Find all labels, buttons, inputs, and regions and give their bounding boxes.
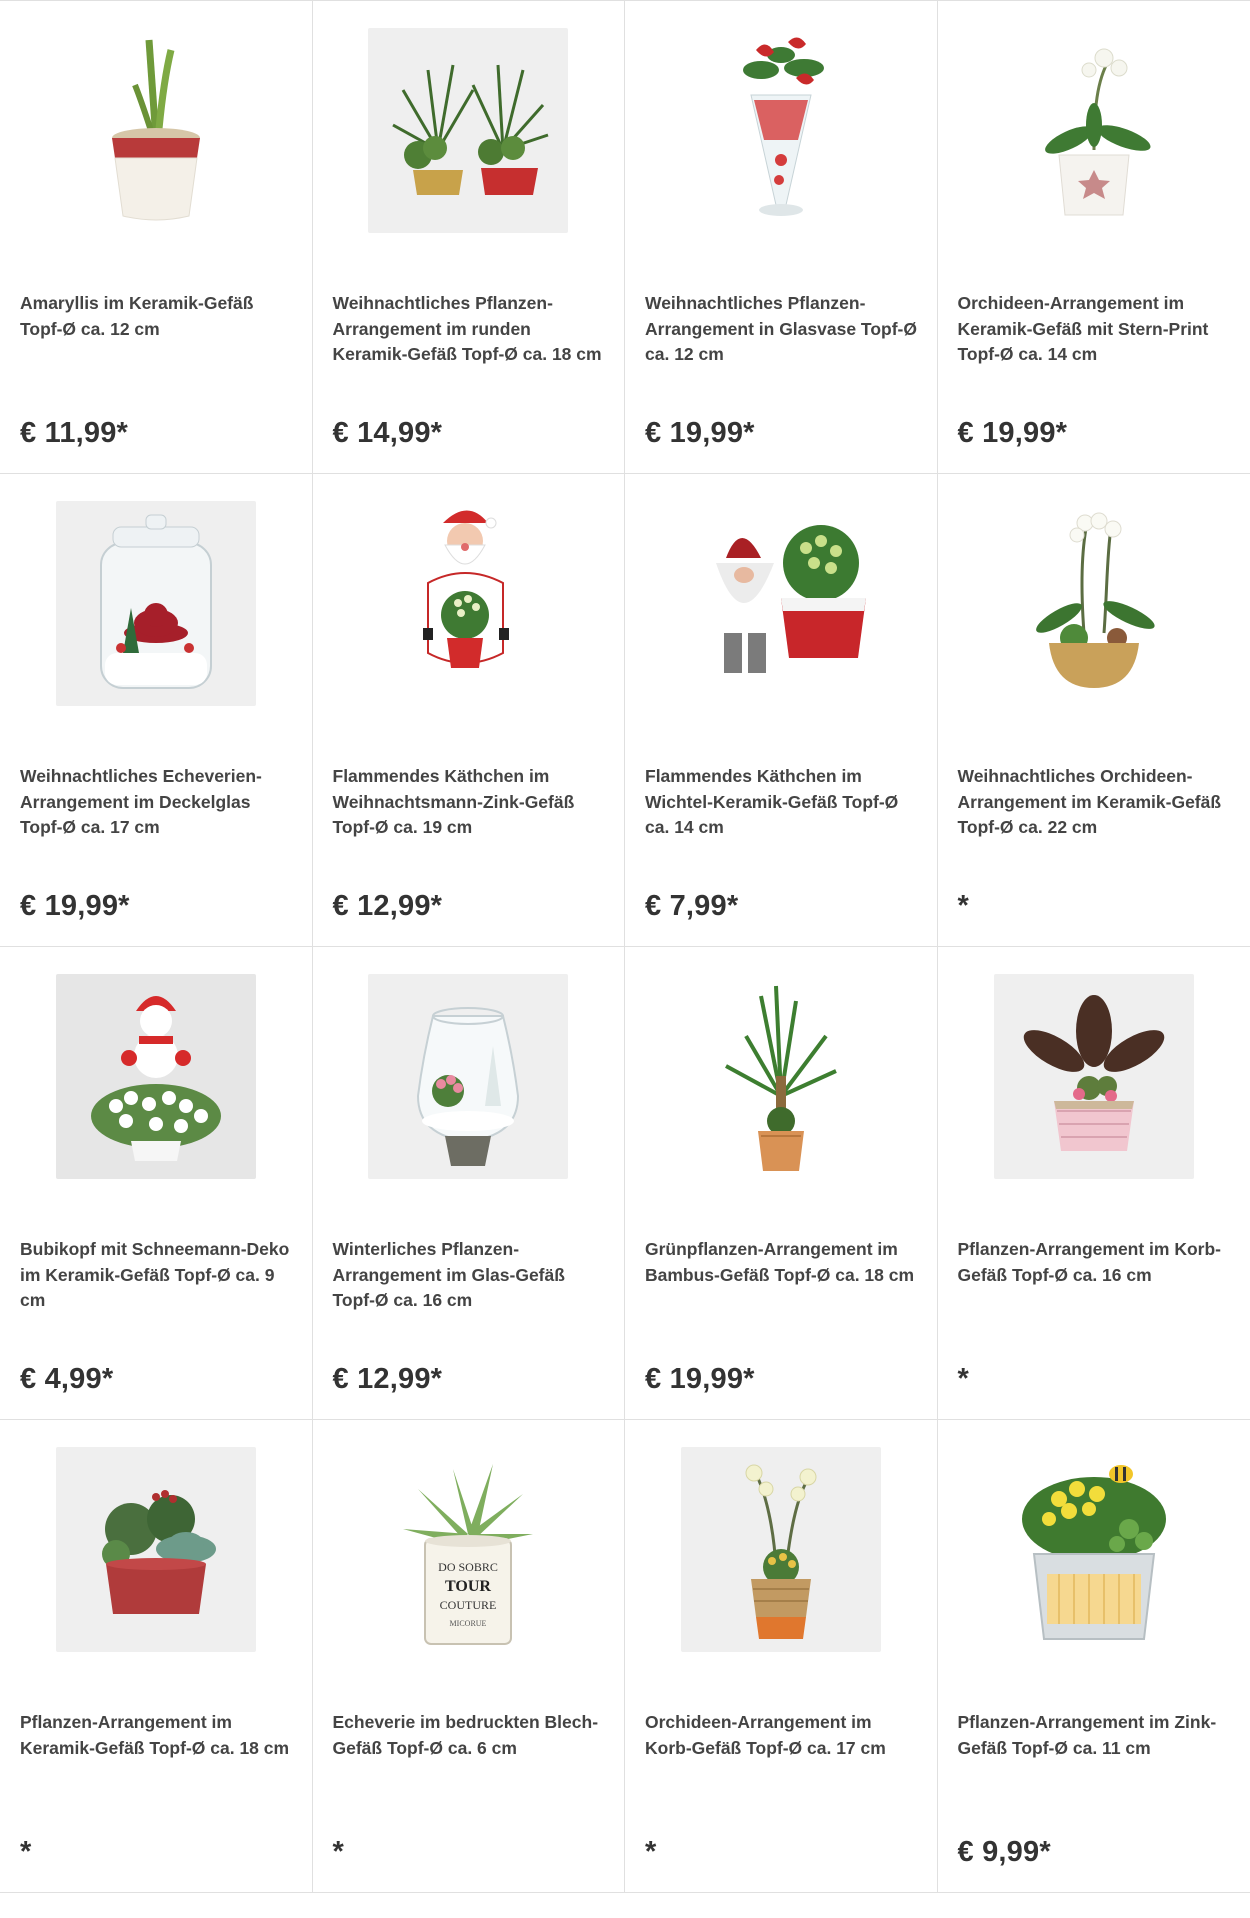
- product-card[interactable]: [0, 1, 313, 474]
- product-title[interactable]: Winterliches Pflanzen-Arrangement im Glas-Gefäß Topf-Ø ca. 16 cm: [332, 1239, 565, 1310]
- product-title[interactable]: Weihnachtliches Echeverien-Arrangement im Deckelglas Topf-Ø ca. 17 cm: [20, 766, 262, 837]
- product-card[interactable]: [938, 1, 1250, 474]
- product-image-wrap: [625, 25, 937, 235]
- dracaena-arrangement-image[interactable]: [368, 28, 568, 233]
- product-title[interactable]: Amaryllis im Keramik-Gefäß Topf-Ø ca. 12 cm: [20, 293, 254, 339]
- product-price: € 12,99*: [332, 890, 443, 922]
- succulent-red-bowl-image[interactable]: [56, 1447, 256, 1652]
- product-card[interactable]: [313, 1420, 626, 1893]
- tin-print-line2: TOUR: [445, 1578, 492, 1595]
- product-card[interactable]: [0, 1420, 313, 1893]
- product-card[interactable]: [0, 474, 313, 947]
- product-price: € 4,99*: [20, 1363, 114, 1395]
- product-image-wrap: [313, 971, 625, 1181]
- product-image-wrap: [938, 25, 1250, 235]
- orchid-gold-bowl-image[interactable]: [994, 501, 1194, 706]
- product-title[interactable]: Pflanzen-Arrangement im Zink-Gefäß Topf-Ø ca. 11 cm: [957, 1712, 1217, 1758]
- product-price: € 14,99*: [332, 417, 443, 449]
- product-card[interactable]: [313, 1, 626, 474]
- rubber-plant-basket-image[interactable]: [994, 974, 1194, 1179]
- product-image-wrap: [0, 1444, 312, 1654]
- product-card[interactable]: [938, 947, 1250, 1420]
- product-price: € 19,99*: [957, 417, 1068, 449]
- product-title[interactable]: Weihnachtliches Pflanzen-Arrangement im runden Keramik-Gefäß Topf-Ø ca. 18 cm: [332, 293, 602, 364]
- product-image-wrap: [313, 498, 625, 708]
- orchid-star-pot-image[interactable]: [994, 28, 1194, 233]
- product-card[interactable]: [625, 1420, 938, 1893]
- bamboo-pot-plant-image[interactable]: [681, 974, 881, 1179]
- product-card[interactable]: [625, 947, 938, 1420]
- product-title[interactable]: Echeverie im bedruckten Blech-Gefäß Topf-Ø ca. 6 cm: [332, 1712, 599, 1758]
- santa-kalanchoe-image[interactable]: [368, 501, 568, 706]
- orchid-basket-image[interactable]: [681, 1447, 881, 1652]
- product-price: *: [645, 1836, 657, 1868]
- product-image-wrap: [938, 1444, 1250, 1654]
- product-title[interactable]: Pflanzen-Arrangement im Korb-Gefäß Topf-Ø ca. 16 cm: [957, 1239, 1221, 1285]
- product-price: € 11,99*: [20, 417, 129, 449]
- product-image-wrap: [625, 498, 937, 708]
- product-card[interactable]: [625, 474, 938, 947]
- product-price: € 19,99*: [645, 417, 755, 449]
- product-title[interactable]: Flammendes Käthchen im Wichtel-Keramik-Gefäß Topf-Ø ca. 14 cm: [645, 766, 899, 837]
- product-price: *: [957, 890, 969, 922]
- product-price: € 19,99*: [20, 890, 130, 922]
- product-title[interactable]: Bubikopf mit Schneemann-Deko im Keramik-Gefäß Topf-Ø ca. 9 cm: [20, 1239, 290, 1310]
- product-card[interactable]: [313, 474, 626, 947]
- product-title[interactable]: Orchideen-Arrangement im Keramik-Gefäß mit Stern-Print Topf-Ø ca. 14 cm: [957, 293, 1209, 364]
- tin-print-line3: COUTURE: [439, 1598, 497, 1612]
- product-title[interactable]: Grünpflanzen-Arrangement im Bambus-Gefäß Topf-Ø ca. 18 cm: [645, 1239, 915, 1285]
- snowman-plant-image[interactable]: [56, 974, 256, 1179]
- product-title[interactable]: Flammendes Käthchen im Weihnachtsmann-Zink-Gefäß Topf-Ø ca. 19 cm: [332, 766, 575, 837]
- product-title[interactable]: Weihnachtliches Orchideen-Arrangement im Keramik-Gefäß Topf-Ø ca. 22 cm: [957, 766, 1222, 837]
- product-image-wrap: [625, 1444, 937, 1654]
- product-image-wrap: [0, 971, 312, 1181]
- product-title[interactable]: Orchideen-Arrangement im Korb-Gefäß Topf-Ø ca. 17 cm: [645, 1712, 886, 1758]
- echeveria-jar-image[interactable]: [56, 501, 256, 706]
- product-price: *: [957, 1363, 969, 1395]
- product-card[interactable]: [0, 947, 313, 1420]
- product-price: *: [20, 1836, 32, 1868]
- product-price: € 9,99*: [957, 1836, 1051, 1868]
- product-title[interactable]: Weihnachtliches Pflanzen-Arrangement in Glasvase Topf-Ø ca. 12 cm: [645, 293, 917, 364]
- amaryllis-image[interactable]: [56, 28, 256, 233]
- echeveria-tin-image[interactable]: [368, 1447, 568, 1652]
- product-image-wrap: [0, 25, 312, 235]
- product-price: € 12,99*: [332, 1363, 443, 1395]
- product-image-wrap: [938, 971, 1250, 1181]
- product-card[interactable]: [625, 1, 938, 474]
- product-price: € 7,99*: [645, 890, 739, 922]
- tin-print-line1: DO SOBRC: [438, 1560, 499, 1574]
- gnome-kalanchoe-image[interactable]: [681, 501, 881, 706]
- tin-print-line4: MICORUE: [449, 1619, 487, 1628]
- product-image-wrap: [313, 25, 625, 235]
- product-image-wrap: [0, 498, 312, 708]
- product-card[interactable]: [938, 474, 1250, 947]
- product-image-wrap: [313, 1444, 625, 1654]
- product-card[interactable]: [313, 947, 626, 1420]
- product-price: *: [332, 1836, 344, 1868]
- product-price: € 19,99*: [645, 1363, 755, 1395]
- glass-terrarium-image[interactable]: [368, 974, 568, 1179]
- anthurium-glass-vase-image[interactable]: [681, 28, 881, 233]
- product-image-wrap: [625, 971, 937, 1181]
- product-card[interactable]: [938, 1420, 1250, 1893]
- product-title[interactable]: Pflanzen-Arrangement im Keramik-Gefäß Topf-Ø ca. 18 cm: [20, 1712, 290, 1758]
- product-image-wrap: [938, 498, 1250, 708]
- kalanchoe-zinc-bucket-image[interactable]: [994, 1447, 1194, 1652]
